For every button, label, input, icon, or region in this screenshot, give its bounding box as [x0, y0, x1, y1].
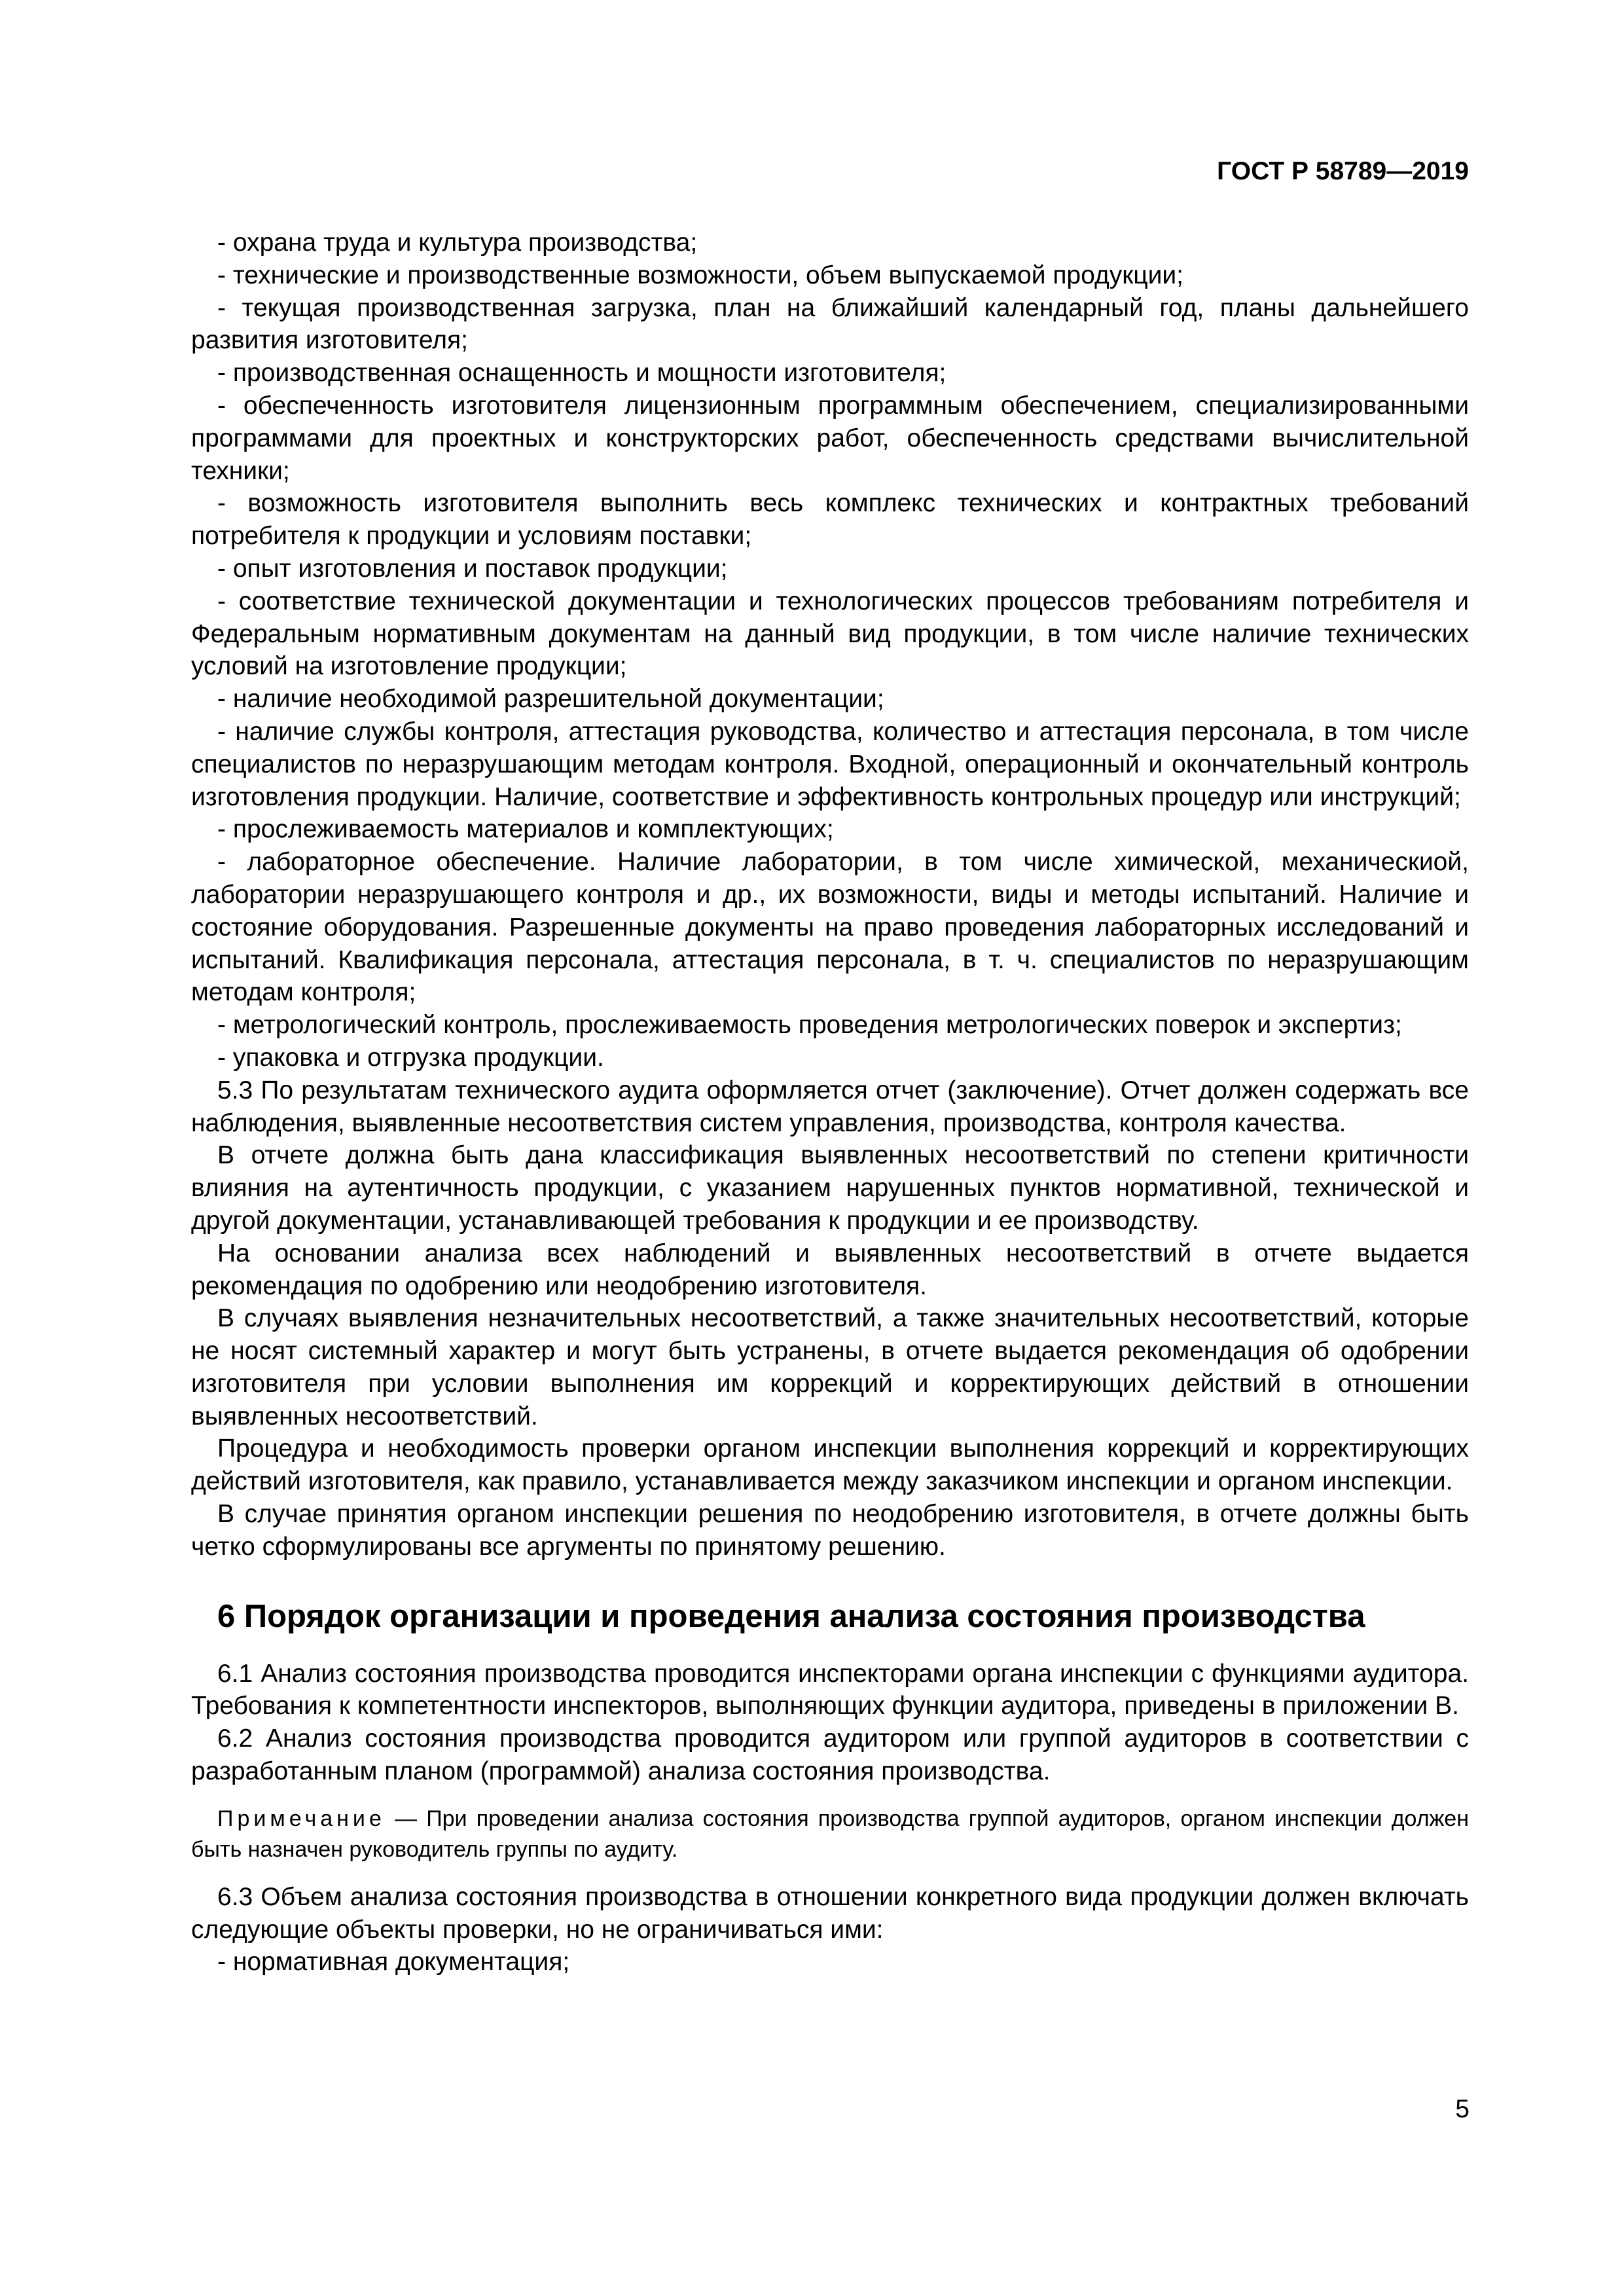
list-item: - опыт изготовления и поставок продукции; [217, 554, 728, 583]
standard-code: ГОСТ Р 58789—2019 [1217, 157, 1469, 185]
list-item: - текущая производственная загрузка, план на ближайший календарный год, планы дальнейшего развития изготовителя; [191, 293, 1469, 355]
paragraph-6-1: 6.1 Анализ состояния производства проводится инспекторами органа инспекции с функциями аудитора. Требования к компетентности инспекторов, выполняющих функции аудитора, приведены в приложении В. [191, 1659, 1469, 1721]
list-item: - наличие необходимой разрешительной документации; [217, 685, 884, 714]
paragraph-6-3: 6.3 Объем анализа состояния производства в отношении конкретного вида продукции должен включать следующие объекты проверки, но не ограничиваться ими: [191, 1882, 1469, 1944]
list-item: - производственная оснащенность и мощности изготовителя; [217, 359, 947, 388]
note-text: — При проведении анализа состояния производства группой аудиторов, органом инспекции должен быть назначен руководитель группы по аудиту. [191, 1806, 1469, 1862]
list-item: - охрана труда и культура производства; [217, 228, 698, 257]
paragraph: Процедура и необходимость проверки органом инспекции выполнения коррекций и корректирующих действий изготовителя, как правило, устанавливается между заказчиком инспекции и органом инспекции. [191, 1434, 1469, 1496]
page-number: 5 [1455, 2095, 1470, 2123]
list-item: - упаковка и отгрузка продукции. [217, 1043, 604, 1072]
paragraph: В случаях выявления незначительных несоответствий, а также значительных несоответствий, которые не носят системный характер и могут быть устранены, в отчете выдается рекомендация об одобрении изготовителя при условии выполнения им коррекций и корректирующих действий в отношении выявленных несоответствий. [191, 1304, 1469, 1430]
list-item: - наличие службы контроля, аттестация руководства, количество и аттестация персонала, в том числе специалистов по неразрушающим методам контроля. Входной, операционный и окончательный контроль изготовления продукции. Наличие, соответствие и эффективность контрольных процедур или инструкций; [191, 717, 1469, 811]
note-label: Примечание [217, 1806, 386, 1831]
section-6-heading: 6 Порядок организации и проведения анализа состояния производства [217, 1598, 1365, 1634]
paragraph-6-2: 6.2 Анализ состояния производства проводится аудитором или группой аудиторов в соответствии с разработанным планом (программой) анализа состояния производства. [191, 1724, 1469, 1786]
list-item: - прослеживаемость материалов и комплектующих; [217, 815, 834, 844]
paragraph: В случае принятия органом инспекции решения по неодобрению изготовителя, в отчете должны быть четко сформулированы все аргументы по принятому решению. [191, 1500, 1469, 1561]
list-item: - соответствие технической документации и технологических процессов требованиям потребителя и Федеральным нормативным документам на данный вид продукции, в том числе наличие технических условий на изготовление продукции; [191, 587, 1469, 681]
list-item: - лабораторное обеспечение. Наличие лаборатории, в том числе химической, механическиой, лаборатории неразрушающего контроля и др., их возможности, виды и методы испытаний. Наличие и состояние оборудования. Разрешенные документы на право проведения лабораторных исследований и испытаний. Квалификация персонала, аттестация персонала, в т. ч. специалистов по неразрушающим методам контроля; [191, 848, 1469, 1007]
list-item: - нормативная документация; [217, 1948, 570, 1977]
body-text [191, 227, 1469, 1978]
list-item: - технические и производственные возможности, объем выпускаемой продукции; [217, 261, 1184, 289]
list-item: - возможность изготовителя выполнить весь комплекс технических и контрактных требований потребителя к продукции и условиям поставки; [191, 489, 1469, 551]
list-item: - метрологический контроль, прослеживаемость проведения метрологических поверок и экспертиз; [217, 1011, 1402, 1040]
paragraph: На основании анализа всех наблюдений и выявленных несоответствий в отчете выдается рекомендация по одобрению или неодобрению изготовителя. [191, 1239, 1469, 1300]
paragraph: В отчете должна быть дана классификация выявленных несоответствий по степени критичности влияния на аутентичность продукции, с указанием нарушенных пунктов нормативной, технической и другой документации, устанавливающей требования к продукции и ее производству. [191, 1141, 1469, 1235]
paragraph-5-3: 5.3 По результатам технического аудита оформляется отчет (заключение). Отчет должен содержать все наблюдения, выявленные несоответствия систем управления, производства, контроля качества. [191, 1076, 1469, 1137]
list-item: - обеспеченность изготовителя лицензионным программным обеспечением, специализированными программами для проектных и конструкторских работ, обеспеченность средствами вычислительной техники; [191, 391, 1469, 485]
note [191, 1804, 1469, 1865]
